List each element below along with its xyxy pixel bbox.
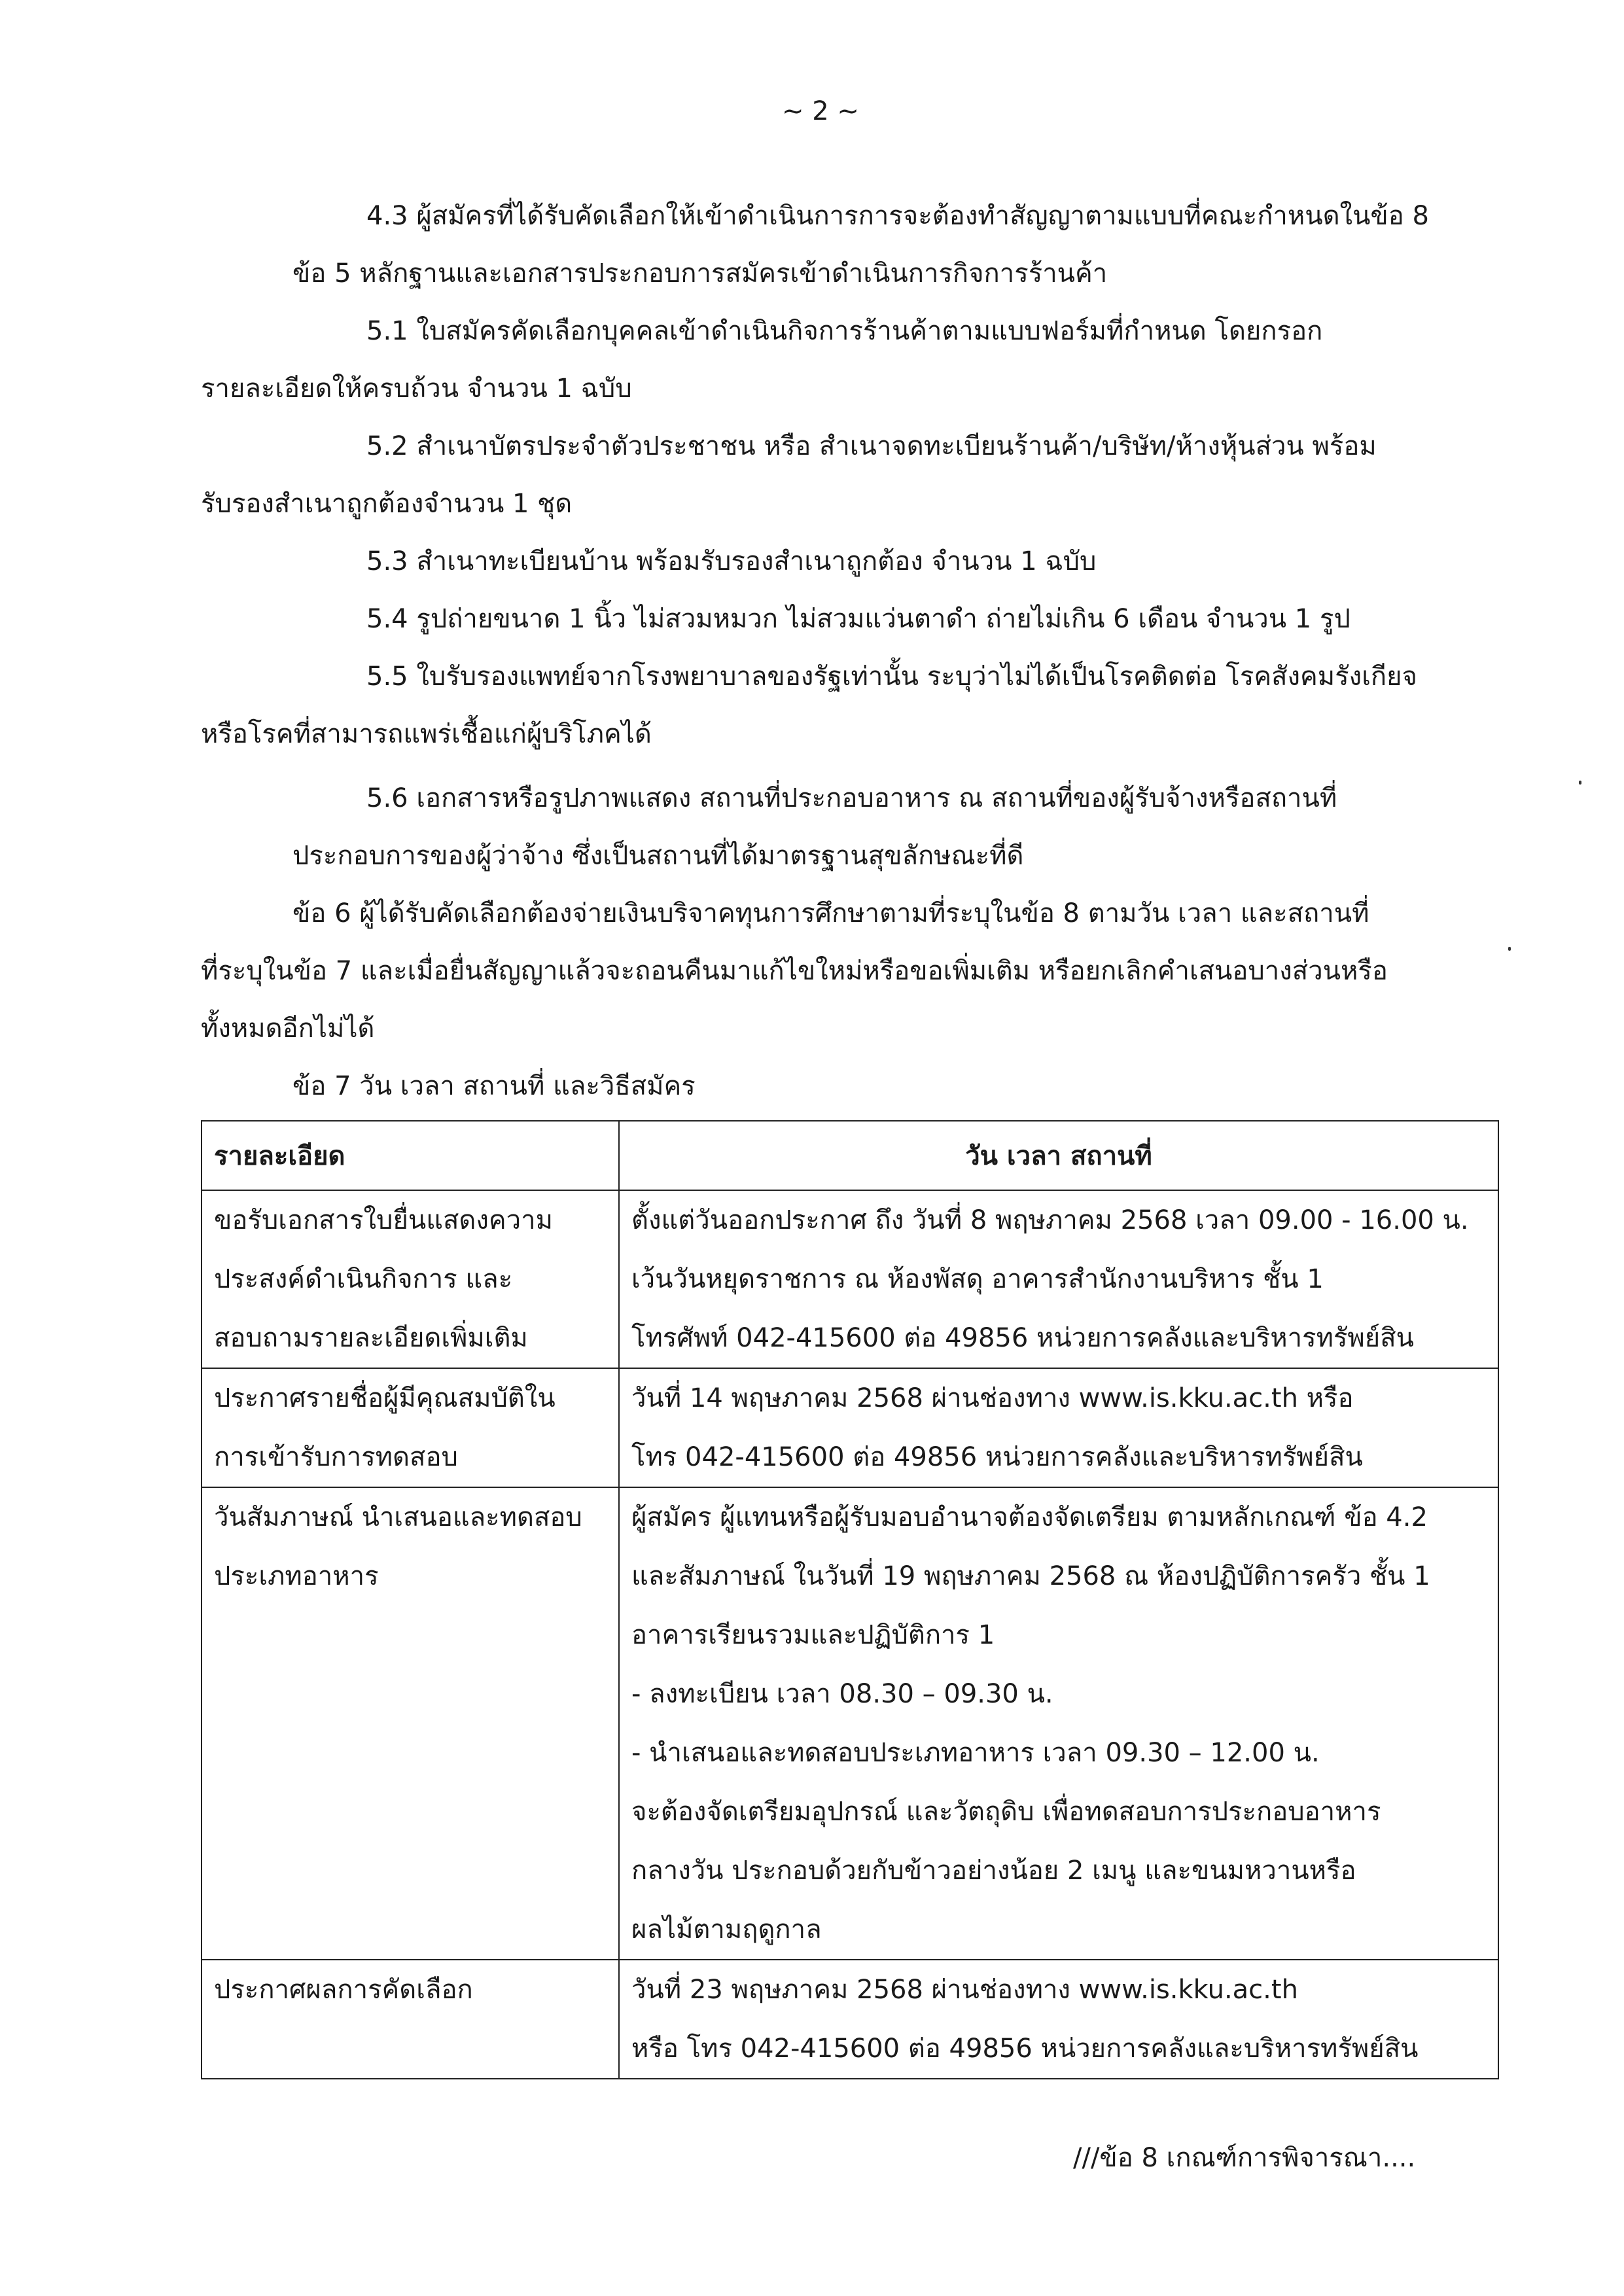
table-row [202, 1487, 1498, 1960]
table-header-row [202, 1121, 1498, 1190]
paragraph-5-1-cont: รายละเอียดให้ครบถ้วน จำนวน 1 ฉบับ [201, 374, 632, 404]
scan-speck [1508, 947, 1511, 951]
row-detail: วันสัมภาษณ์ นำเสนอและทดสอบ ประเภทอาหาร [202, 1487, 619, 1960]
row-detail: ประกาศรายชื่อผู้มีคุณสมบัติใน การเข้ารับการทดสอบ [202, 1368, 619, 1487]
table-row [202, 1190, 1498, 1368]
row-schedule: วันที่ 23 พฤษภาคม 2568 ผ่านช่องทาง www.is.kku.ac.th หรือ โทร 042-415600 ต่อ 49856 หน่วยการคลังและบริหารทรัพย์สิน [619, 1960, 1498, 2079]
page-number: ~ 2 ~ [782, 96, 859, 126]
row-schedule: วันที่ 14 พฤษภาคม 2568 ผ่านช่องทาง www.is.kku.ac.th หรือ โทร 042-415600 ต่อ 49856 หน่วยการคลังและบริหารทรัพย์สิน [619, 1368, 1498, 1487]
section-7-heading: ข้อ 7 วัน เวลา สถานที่ และวิธีสมัคร [292, 1071, 696, 1101]
header-detail: รายละเอียด [202, 1121, 619, 1190]
section-5-heading: ข้อ 5 หลักฐานและเอกสารประกอบการสมัครเข้าดำเนินการกิจการร้านค้า [292, 258, 1108, 289]
schedule-table [201, 1120, 1499, 2079]
section-6-cont: ที่ระบุในข้อ 7 และเมื่อยื่นสัญญาแล้วจะถอนคืนมาแก้ไขใหม่หรือขอเพิ่มเติม หรือยกเลิกคำเสนอบางส่วนหรือ [201, 956, 1388, 986]
paragraph-5-2-cont: รับรองสำเนาถูกต้องจำนวน 1 ชุด [201, 489, 573, 519]
paragraph-5-5-cont: หรือโรคที่สามารถแพร่เชื้อแก่ผู้บริโภคได้ [201, 719, 652, 749]
paragraph-4-3: 4.3 ผู้สมัครที่ได้รับคัดเลือกให้เข้าดำเนินการการจะต้องทำสัญญาตามแบบที่คณะกำหนดในข้อ 8 [366, 201, 1429, 231]
row-schedule: ตั้งแต่วันออกประกาศ ถึง วันที่ 8 พฤษภาคม 2568 เวลา 09.00 - 16.00 น. เว้นวันหยุดราชการ ณ ห้องพัสดุ อาคารสำนักงานบริหาร ชั้น 1 โทรศัพท์ 042-415600 ต่อ 49856 หน่วยการคลังและบริหารทรัพย์สิน [619, 1190, 1498, 1368]
row-schedule: ผู้สมัคร ผู้แทนหรือผู้รับมอบอำนาจต้องจัดเตรียม ตามหลักเกณฑ์ ข้อ 4.2 และสัมภาษณ์ ในวันที่ 19 พฤษภาคม 2568 ณ ห้องปฏิบัติการครัว ชั้น 1 อาคารเรียนรวมและปฏิบัติการ 1 - ลงทะเบียน เวลา 08.30 – 09.30 น. - นำเสนอและทดสอบประเภทอาหาร เวลา 09.30 – 12.00 น. จะต้องจัดเตรียมอุปกรณ์ และวัตถุดิบ เพื่อทดสอบการประกอบอาหาร กลางวัน ประกอบด้วยกับข้าวอย่างน้อย 2 เมนู และขนมหวานหรือ ผลไม้ตามฤดูกาล [619, 1487, 1498, 1960]
header-schedule: วัน เวลา สถานที่ [619, 1121, 1498, 1190]
paragraph-5-2: 5.2 สำเนาบัตรประจำตัวประชาชน หรือ สำเนาจดทะเบียนร้านค้า/บริษัท/ห้างหุ้นส่วน พร้อม [366, 431, 1377, 461]
paragraph-5-6-cont: ประกอบการของผู้ว่าจ้าง ซึ่งเป็นสถานที่ได้มาตรฐานสุขลักษณะที่ดี [292, 841, 1024, 871]
paragraph-5-5: 5.5 ใบรับรองแพทย์จากโรงพยาบาลของรัฐเท่านั้น ระบุว่าไม่ได้เป็นโรคติดต่อ โรคสังคมรังเกียจ [366, 662, 1417, 692]
continuation-note: ///ข้อ 8 เกณฑ์การพิจารณา.... [1073, 2143, 1416, 2173]
section-6: ข้อ 6 ผู้ได้รับคัดเลือกต้องจ่ายเงินบริจาคทุนการศึกษาตามที่ระบุในข้อ 8 ตามวัน เวลา และสถานที่ [292, 898, 1369, 928]
table-row [202, 1368, 1498, 1487]
section-6-cont-2: ทั้งหมดอีกไม่ได้ [201, 1014, 375, 1044]
row-detail: ประกาศผลการคัดเลือก [202, 1960, 619, 2079]
scan-speck [1579, 781, 1581, 785]
table-row [202, 1960, 1498, 2079]
paragraph-5-1: 5.1 ใบสมัครคัดเลือกบุคคลเข้าดำเนินกิจการร้านค้าตามแบบฟอร์มที่กำหนด โดยกรอก [366, 316, 1323, 346]
row-detail: ขอรับเอกสารใบยื่นแสดงความ ประสงค์ดำเนินกิจการ และ สอบถามรายละเอียดเพิ่มเติม [202, 1190, 619, 1368]
paragraph-5-6: 5.6 เอกสารหรือรูปภาพแสดง สถานที่ประกอบอาหาร ณ สถานที่ของผู้รับจ้างหรือสถานที่ [366, 783, 1337, 813]
paragraph-5-3: 5.3 สำเนาทะเบียนบ้าน พร้อมรับรองสำเนาถูกต้อง จำนวน 1 ฉบับ [366, 546, 1097, 576]
paragraph-5-4: 5.4 รูปถ่ายขนาด 1 นิ้ว ไม่สวมหมวก ไม่สวมแว่นตาดำ ถ่ายไม่เกิน 6 เดือน จำนวน 1 รูป [366, 604, 1350, 634]
